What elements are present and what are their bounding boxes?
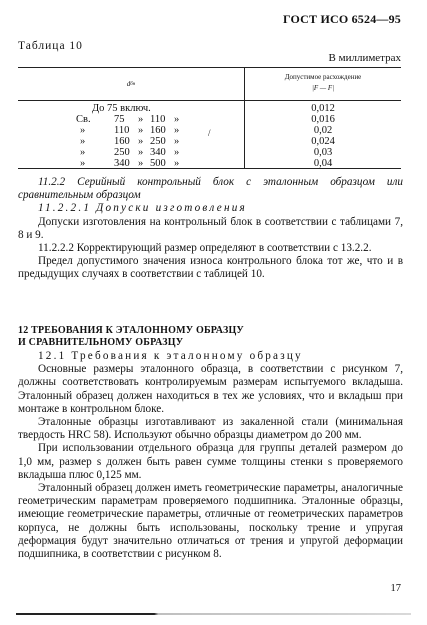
table-units: В миллиметрах	[328, 52, 401, 64]
paragraph: Эталонный образец должен иметь геометрические параметры, аналогичные геометрическим параметрам проверяемого подшипника. Эталонные образцы, имеющие геометрические параметры, отличные от геометрических параметров корпуса, не должны быть использованы, поскольку трение и упругая деформация будут значительно отличаться от трения и упругой деформации подшипника, в соответствии с рисунком 8.	[18, 482, 403, 561]
table-cell: 0,016	[311, 114, 335, 125]
clause-11-2-2-2: 11.2.2.2 Корректирующий размер определяют в соответствии с 13.2.2.	[38, 242, 372, 255]
paragraph: При использовании отдельного образца для группы деталей размером до 1,0 мм, размер s должен быть равен сумме толщины стенки s проверяемого вкладыша плюс 0,125 мм.	[18, 442, 403, 481]
table-cell: 0,024	[311, 136, 335, 147]
table-label: Таблица 10	[18, 40, 83, 52]
deviation-column	[245, 103, 401, 169]
table-cell: 0,012	[311, 103, 335, 114]
standard-header: ГОСТ ИСО 6524—95	[282, 12, 401, 26]
clause-11-2-2-1-text: Допуски изготовления на контрольный блок в соответствии с таблицами 7, 8 и 9.	[18, 215, 403, 241]
tolerance-table	[18, 67, 401, 169]
tick-mark: /	[208, 128, 211, 138]
wear-limit-paragraph: Предел допустимого значения износа контрольного блока тот же, что и в предыдущих случаях в соответствии с таблицей 10.	[18, 255, 403, 281]
table-row: » 160 » 250 »	[80, 136, 180, 147]
table-row: » 250 » 340 »	[80, 147, 180, 158]
paragraph: Основные размеры эталонного образца, в соответствии с рисунком 7, должны соответствовать контролируемым размерам испытуемого вкладыша. Эталонный образец должен находиться в тех же условиях, что и вкладыш при монтаже в контрольном блоке.	[18, 363, 403, 415]
page-number: 17	[390, 583, 401, 594]
table-row: » 110 » 160 »	[80, 125, 180, 136]
table-cell: 0,03	[313, 147, 333, 158]
table-header-divider	[18, 100, 401, 101]
scan-footer-line	[16, 613, 411, 615]
table-row: До 75 включ.	[92, 103, 151, 114]
table-cell: 0,04	[313, 158, 333, 169]
table-cell: 0,02	[313, 125, 333, 136]
clause-11-2-2-1-title: 11.2.2.1 Допуски изготовления	[38, 202, 247, 215]
clause-11-2-2: 11.2.2 Серийный контрольный блок с эталонным образцом или сравнительным образцом	[18, 176, 403, 202]
deviation-column-header: Допустимое расхождение |F — F|	[284, 73, 362, 92]
table-row: » 340 » 500 »	[80, 158, 180, 169]
table-row: Св. 75 » 110 »	[76, 114, 180, 125]
section-12-heading: 12 ТРЕБОВАНИЯ К ЭТАЛОННОМУ ОБРАЗЦУ И СРАВНИТЕЛЬНОМУ ОБРАЗЦУ	[18, 325, 244, 348]
diameter-column-header: d бн	[126, 80, 136, 88]
body-text-lower	[18, 350, 403, 561]
body-text-upper	[18, 176, 403, 282]
clause-12-1-title: 12.1 Требования к эталонному образцу	[38, 350, 303, 362]
paragraph: Эталонные образцы изготавливают из закаленной стали (минимальная твердость HRC 58). Используют обычно образцы диаметром до 200 мм.	[18, 416, 403, 442]
